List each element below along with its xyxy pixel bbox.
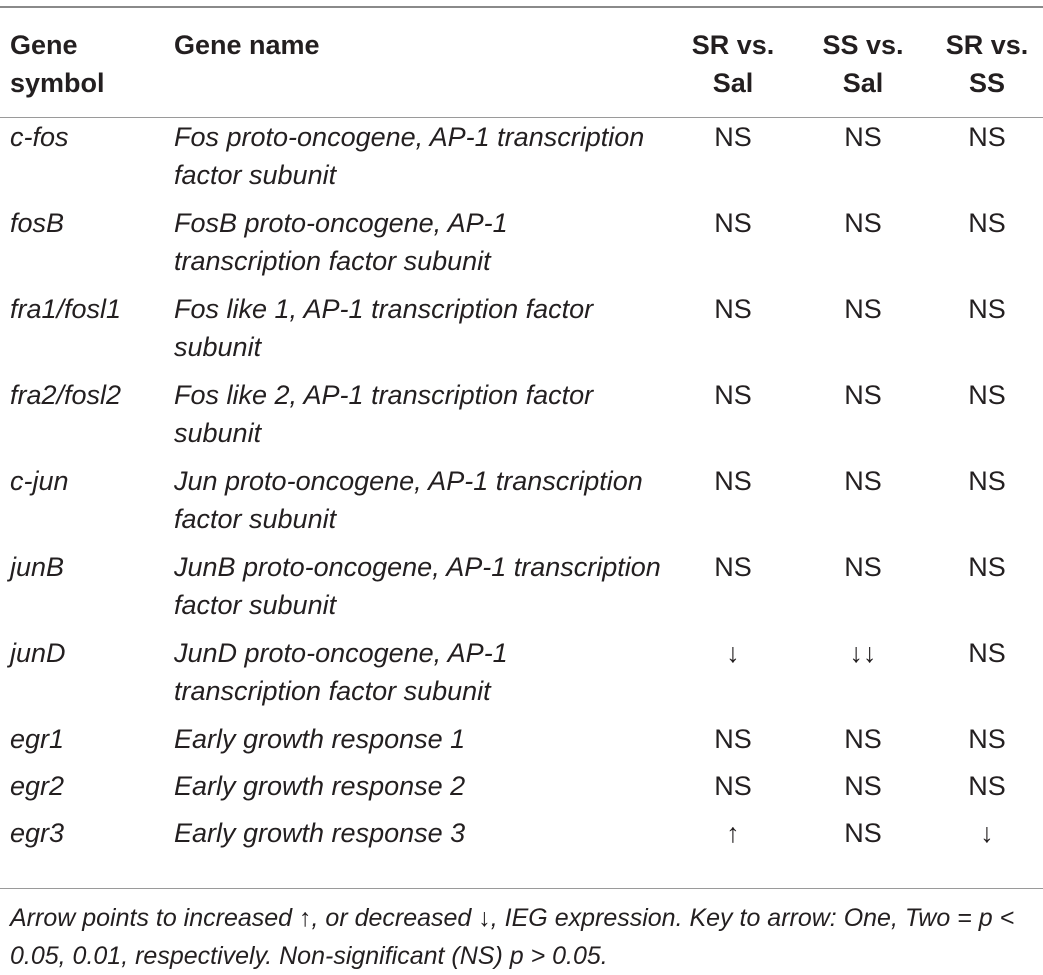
table-row: [0, 814, 1043, 861]
gene-symbol: junB: [10, 552, 65, 582]
gene-symbol: fosB: [10, 208, 65, 238]
sr-vs-sal-value: ↑: [726, 818, 740, 848]
header-ss-vs-sal: SS vs. Sal: [822, 30, 904, 98]
ss-vs-sal-value: NS: [844, 380, 882, 410]
table-row: [0, 376, 1043, 462]
header-sr-vs-sal: SR vs. Sal: [691, 30, 775, 98]
sr-vs-ss-value: NS: [968, 638, 1006, 668]
gene-name: Early growth response 3: [174, 818, 466, 848]
gene-symbol: fra1/fosl1: [10, 294, 122, 324]
gene-name: Jun proto-oncogene, AP-1 transcription factor subunit: [174, 466, 643, 534]
bottom-rule: [0, 888, 1043, 889]
ss-vs-sal-value: NS: [844, 724, 882, 754]
ss-vs-sal-value: NS: [844, 771, 882, 801]
gene-symbol: egr2: [10, 771, 65, 801]
table-row: [0, 118, 1043, 204]
sr-vs-sal-value: NS: [714, 724, 752, 754]
table-row: [0, 548, 1043, 634]
sr-vs-ss-value: NS: [968, 208, 1006, 238]
sr-vs-ss-value: NS: [968, 122, 1006, 152]
gene-name: Fos like 2, AP-1 transcription factor subunit: [174, 380, 594, 448]
table-row: [0, 720, 1043, 767]
sr-vs-sal-value: NS: [714, 380, 752, 410]
header-sr-vs-ss: SR vs. SS: [945, 30, 1029, 98]
header-gene-name: Gene name: [174, 30, 320, 60]
ss-vs-sal-value: NS: [844, 208, 882, 238]
gene-name: Early growth response 1: [174, 724, 466, 754]
gene-name: Early growth response 2: [174, 771, 466, 801]
gene-symbol: egr1: [10, 724, 65, 754]
table-row: [0, 767, 1043, 814]
gene-name: FosB proto-oncogene, AP-1 transcription factor subunit: [174, 208, 508, 276]
sr-vs-sal-value: NS: [714, 771, 752, 801]
table-row: [0, 634, 1043, 720]
table-row: [0, 462, 1043, 548]
sr-vs-sal-value: NS: [714, 552, 752, 582]
table-row: [0, 204, 1043, 290]
sr-vs-ss-value: NS: [968, 552, 1006, 582]
ss-vs-sal-value: NS: [844, 294, 882, 324]
sr-vs-ss-value: NS: [968, 771, 1006, 801]
header-gene-symbol: Gene symbol: [10, 30, 105, 98]
sr-vs-sal-value: NS: [714, 294, 752, 324]
ss-vs-sal-value: NS: [844, 466, 882, 496]
sr-vs-sal-value: NS: [714, 466, 752, 496]
gene-name: Fos like 1, AP-1 transcription factor subunit: [174, 294, 594, 362]
gene-name: Fos proto-oncogene, AP-1 transcription factor subunit: [174, 122, 645, 190]
sr-vs-ss-value: NS: [968, 380, 1006, 410]
table-header-row: [0, 8, 1043, 102]
ss-vs-sal-value: NS: [844, 122, 882, 152]
gene-symbol: egr3: [10, 818, 65, 848]
gene-name: JunB proto-oncogene, AP-1 transcription factor subunit: [174, 552, 661, 620]
gene-expression-table: [0, 8, 1043, 861]
gene-symbol: junD: [10, 638, 66, 668]
gene-name: JunD proto-oncogene, AP-1 transcription factor subunit: [174, 638, 508, 706]
ss-vs-sal-value: NS: [844, 818, 882, 848]
gene-symbol: c-jun: [10, 466, 69, 496]
sr-vs-ss-value: NS: [968, 466, 1006, 496]
gene-symbol: fra2/fosl2: [10, 380, 122, 410]
sr-vs-sal-value: NS: [714, 208, 752, 238]
sr-vs-sal-value: NS: [714, 122, 752, 152]
table-row: [0, 290, 1043, 376]
gene-symbol: c-fos: [10, 122, 69, 152]
sr-vs-ss-value: ↓: [980, 818, 994, 848]
sr-vs-sal-value: ↓: [726, 638, 740, 668]
ss-vs-sal-value: ↓↓: [849, 638, 877, 668]
ss-vs-sal-value: NS: [844, 552, 882, 582]
table-footnote: Arrow points to increased ↑, or decreased ↓, IEG expression. Key to arrow: One, Two = p < 0.05, 0.01, respectively. Non-significant (NS) p > 0.05.: [10, 904, 1015, 970]
sr-vs-ss-value: NS: [968, 724, 1006, 754]
sr-vs-ss-value: NS: [968, 294, 1006, 324]
